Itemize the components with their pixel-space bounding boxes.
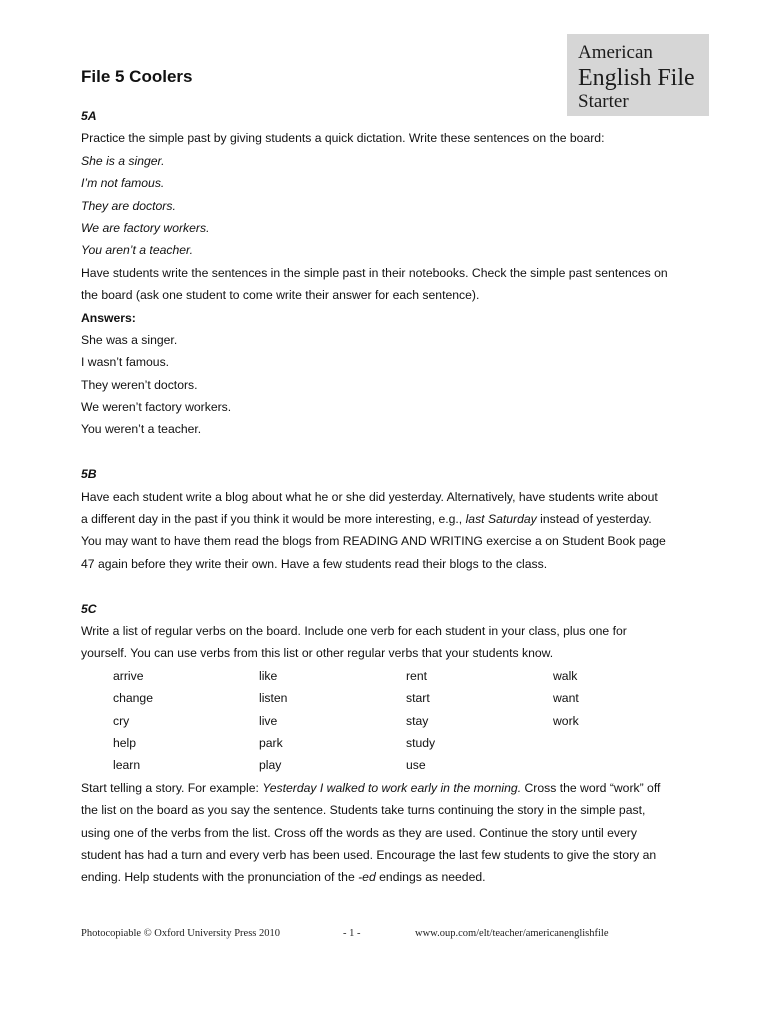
page-content <box>81 105 701 889</box>
verb-item: change <box>113 691 153 706</box>
dictation-sentence: We are factory workers. <box>81 220 210 235</box>
section-5c-intro: yourself. You can use verbs from this list or other regular verbs that your students know. <box>81 646 554 661</box>
text-run: Cross the word “work” off <box>521 780 661 795</box>
verb-item: work <box>553 713 579 728</box>
section-5a-intro: Practice the simple past by giving students a quick dictation. Write these sentences on the board: <box>81 131 605 146</box>
verb-item: arrive <box>113 668 144 683</box>
answer-sentence: You weren’t a teacher. <box>81 422 202 437</box>
verb-item: park <box>259 735 283 750</box>
verb-item: like <box>259 668 278 683</box>
answer-sentence: I wasn’t famous. <box>81 355 170 370</box>
answer-sentence: We weren’t factory workers. <box>81 400 232 415</box>
verb-item: want <box>553 691 579 706</box>
answer-sentence: She was a singer. <box>81 332 178 347</box>
verb-item: rent <box>406 668 428 683</box>
verb-row <box>113 665 701 687</box>
copyright-notice: Photocopiable © Oxford University Press 2010 <box>81 928 280 939</box>
text-run: a different day in the past if you think it would be more interesting, e.g., <box>81 512 466 527</box>
verb-item: live <box>259 713 278 728</box>
verb-item: walk <box>553 668 578 683</box>
verb-item: cry <box>113 713 130 728</box>
page-number: - 1 - <box>343 928 361 939</box>
verb-row <box>113 754 701 776</box>
verb-item: use <box>406 758 426 773</box>
dictation-sentence: They are doctors. <box>81 198 176 213</box>
section-5c-heading: 5C <box>81 601 97 616</box>
dictation-sentence: She is a singer. <box>81 153 165 168</box>
publisher-url: www.oup.com/elt/teacher/americanenglishfile <box>415 928 609 939</box>
verb-item: learn <box>113 758 141 773</box>
section-5c-story <box>81 866 701 888</box>
section-5b-text <box>81 508 701 530</box>
example-sentence: Yesterday I walked to work early in the morning. <box>262 780 522 795</box>
section-5c-story: student has had a turn and every verb has been used. Encourage the last few students to give the story an <box>81 847 657 862</box>
section-5c-intro: Write a list of regular verbs on the board. Include one verb for each student in your class, plus one for <box>81 623 627 638</box>
verb-item: study <box>406 735 436 750</box>
section-5b-heading: 5B <box>81 467 97 482</box>
section-5b-text: 47 again before they write their own. Have a few students read their blogs to the class. <box>81 556 548 571</box>
verb-item: play <box>259 758 282 773</box>
verb-list <box>113 665 701 777</box>
page-title: File 5 Coolers <box>81 67 193 86</box>
american-english-file-logo <box>567 34 709 116</box>
verb-item: stay <box>406 713 429 728</box>
suffix-term: -ed <box>358 870 376 885</box>
text-run: instead of yesterday. <box>536 512 652 527</box>
verb-row <box>113 687 701 709</box>
verb-item: help <box>113 735 137 750</box>
text-run: Start telling a story. For example: <box>81 780 263 795</box>
section-5a-heading: 5A <box>81 109 97 123</box>
text-run: ending. Help students with the pronunciation of the <box>81 870 359 885</box>
section-5c-story: using one of the verbs from the list. Cross off the words as they are used. Continue the story until every <box>81 825 637 840</box>
dictation-sentence: You aren’t a teacher. <box>81 243 194 258</box>
logo-line-1: American <box>578 42 653 63</box>
logo-line-3: Starter <box>578 91 629 112</box>
section-5c-story <box>81 777 701 799</box>
answer-sentence: They weren’t doctors. <box>81 377 198 392</box>
section-5a-instructions: Have students write the sentences in the simple past in their notebooks. Check the simple past sentences on <box>81 265 668 280</box>
section-5a-instructions: the board (ask one student to come write their answer for each sentence). <box>81 288 480 303</box>
verb-row <box>113 732 701 754</box>
text-run: endings as needed. <box>375 870 486 885</box>
verb-item: listen <box>259 691 288 706</box>
example-phrase: last Saturday <box>465 512 537 527</box>
answers-label: Answers: <box>81 310 136 325</box>
verb-row <box>113 710 701 732</box>
section-5b-text: Have each student write a blog about what he or she did yesterday. Alternatively, have students write about <box>81 489 658 504</box>
section-5b-text: You may want to have them read the blogs from READING AND WRITING exercise a on Student Book page <box>81 534 666 549</box>
dictation-sentence: I’m not famous. <box>81 176 165 191</box>
section-5c-story: the list on the board as you say the sentence. Students take turns continuing the story in the simple past, <box>81 803 646 818</box>
verb-item: start <box>406 691 430 706</box>
logo-line-2: English File <box>578 65 695 91</box>
